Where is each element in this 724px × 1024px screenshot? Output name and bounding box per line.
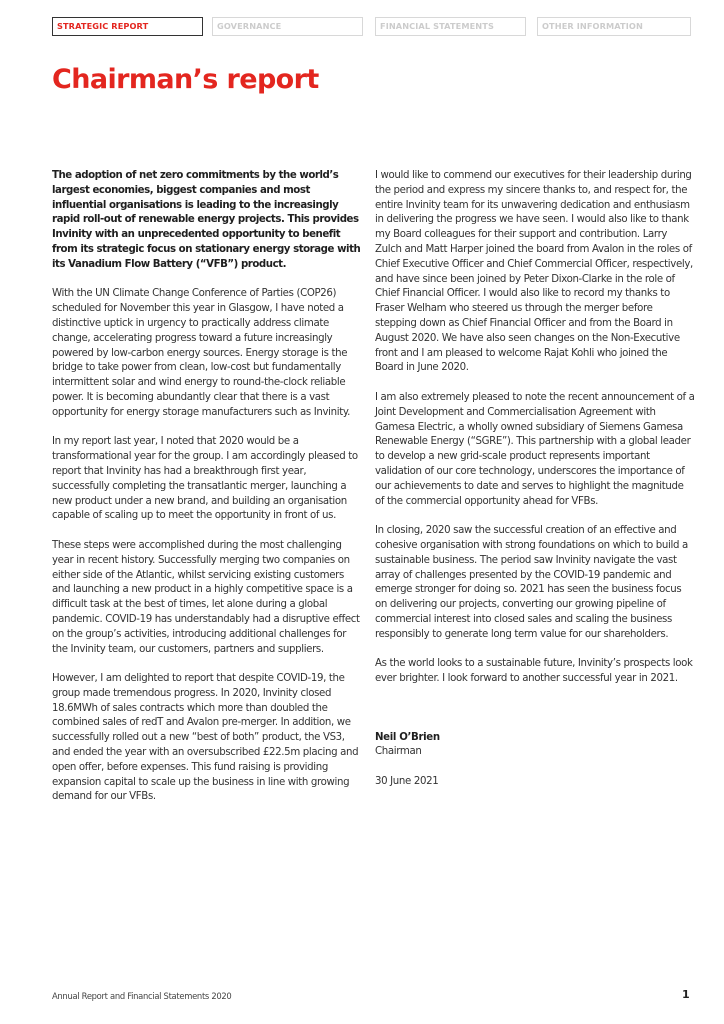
body-paragraph: With the UN Climate Change Conference of Parties (COP26) scheduled for November this year in Glasgow, I have noted a distinctive uptick in urgency to practically address climate change, accelerating progress toward a future increasingly powered by low-carbon energy sources. Energy storage is the bridge to take power from clean, low-cost but fundamentally intermittent solar and wind energy to round-the-clock reliable power. It is becoming abundantly clear that there is a vast opportunity for energy storage manufacturers such as Invinity. (52, 288, 351, 418)
tab-other-information[interactable]: OTHER INFORMATION (537, 17, 691, 36)
tab-governance[interactable]: GOVERNANCE (212, 17, 363, 36)
page-title: Chairman’s report (52, 64, 319, 95)
page-number: 1 (682, 988, 690, 1001)
body-paragraph: In closing, 2020 saw the successful creation of an effective and cohesive organisation with strong foundations on which to build a sustainable business. The period saw Invinity navigate the vast array of challenges presented by the COVID-19 pandemic and emerge stronger for doing so. 2021 has seen the business focus on delivering our projects, converting our growing pipeline of commercial interest into closed sales and scaling the business responsibly to generate long term value for our shareholders. (375, 525, 688, 640)
signature-block (375, 731, 695, 790)
body-paragraph: I am also extremely pleased to note the recent announcement of a Joint Development and Commercialisation Agreement with Gamesa Electric, a wholly owned subsidiary of Siemens Gamesa Renewable Energy (“SGRE”). This partnership with a global leader to develop a new grid-scale product represents important validation of our core technology, underscores the importance of our achievements to date and serves to highlight the magnitude of the commercial opportunity ahead for VFBs. (375, 391, 695, 507)
body-paragraph: In my report last year, I noted that 2020 would be a transformational year for the group. I am accordingly pleased to report that Invinity has had a breakthrough first year, successfully completing the transatlantic merger, launching a new product under a new brand, and building an organisation capable of scaling up to meet the opportunity in front of us. (52, 436, 358, 522)
left-column (52, 169, 364, 820)
footer-publication-title: Annual Report and Financial Statements 2020 (52, 991, 232, 1001)
body-paragraph: However, I am delighted to report that despite COVID-19, the group made tremendous progress. In 2020, Invinity closed 18.6MWh of sales contracts which more than doubled the combined sales of redT and Avalon pre-merger. In addition, we successfully rolled out a new “best of both” product, the VS3, and ended the year with an oversubscribed £22.5m placing and open offer, before expenses. This fund raising is providing expansion capital to scale up the business in line with growing demand for our VFBs. (52, 673, 359, 803)
signature-date: 30 June 2021 (375, 776, 439, 788)
right-column (375, 169, 695, 805)
tab-strategic-report[interactable]: STRATEGIC REPORT (52, 17, 203, 36)
body-paragraph: I would like to commend our executives for their leadership during the period and express my sincere thanks to, and respect for, the entire Invinity team for its unwavering dedication and enthusiasm in delivering the progress we have seen. I would also like to thank my Board colleagues for their support and contribution. Larry Zulch and Matt Harper joined the board from Avalon in the roles of Chief Executive Officer and Chief Commercial Officer, respectively, and have since been joined by Peter Dixon-Clarke in the role of Chief Financial Officer. I would also like to record my thanks to Fraser Welham who steered us through the merger before stepping down as Chief Financial Officer and from the Board in August 2020. We have also seen changes on the Non-Executive front and I am pleased to welcome Rajat Kohli who joined the Board in June 2020. (375, 170, 693, 374)
lead-paragraph: The adoption of net zero commitments by the world’s largest economies, biggest companies and most influential organisations is leading to the increasingly rapid roll-out of renewable energy projects. This provides Invinity with an unprecedented opportunity to benefit from its strategic focus on stationary energy storage with its Vanadium Flow Battery (“VFB”) product. (52, 170, 361, 270)
signatory-role: Chairman (375, 746, 422, 758)
signature-spacer (375, 702, 695, 731)
section-tabs (52, 17, 692, 36)
signatory-name: Neil O’Brien (375, 731, 440, 743)
body-paragraph: As the world looks to a sustainable future, Invinity’s prospects look ever brighter. I look forward to another successful year in 2021. (375, 658, 693, 685)
body-paragraph: These steps were accomplished during the most challenging year in recent history. Successfully merging two companies on either side of the Atlantic, whilst servicing existing customers and launching a new product in a highly competitive space is a difficult task at the best of times, let alone during a global pandemic. COVID-19 has understandably had a disruptive effect on the group’s activities, introducing additional challenges for the Invinity team, our customers, partners and suppliers. (52, 539, 360, 655)
tab-financial-statements[interactable]: FINANCIAL STATEMENTS (375, 17, 526, 36)
